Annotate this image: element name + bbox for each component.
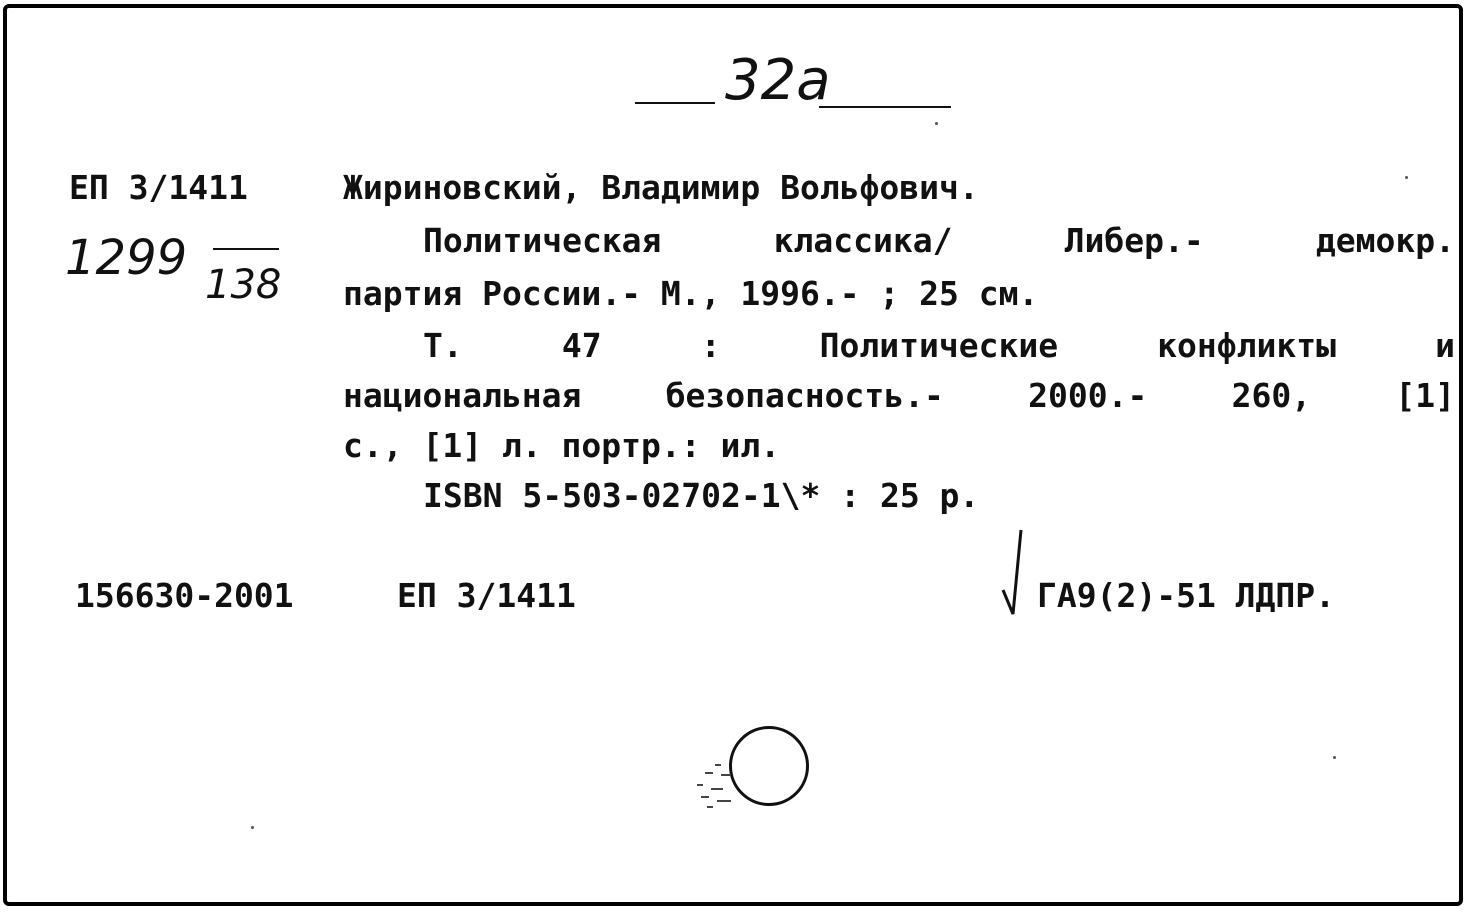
- volume-word: Т.: [423, 326, 463, 365]
- volume-word: и: [1435, 326, 1455, 365]
- top-rule-right: [819, 106, 951, 108]
- handwritten-top-number: 32a: [725, 48, 831, 113]
- shelf-mark: ЕП 3/1411: [69, 168, 248, 207]
- volume-word: конфликты: [1157, 326, 1336, 365]
- speck: [935, 122, 938, 125]
- title-line-1: [423, 221, 1455, 260]
- handwritten-inventory-left: 1299: [65, 230, 188, 286]
- isbn-line: ISBN 5-503-02702-1\* : 25 р.: [423, 476, 980, 515]
- check-mark-icon: [1001, 526, 1035, 622]
- volume-word: :: [700, 326, 721, 365]
- hole-scuff-marks: [691, 760, 751, 816]
- volume-word: Политические: [819, 326, 1059, 365]
- record-number: 156630-2001: [75, 576, 294, 615]
- classification: ГА9(2)-51 ЛДПР.: [1037, 576, 1336, 615]
- title-line-2: партия России.- М., 1996.- ; 25 см.: [343, 274, 1039, 313]
- volume-line-2: [343, 376, 1455, 415]
- speck: [1333, 756, 1336, 759]
- speck: [251, 826, 254, 829]
- title-word: Либер.-: [1064, 221, 1204, 260]
- author-heading: Жириновский, Владимир Вольфович.: [343, 168, 979, 207]
- speck: [1405, 176, 1408, 179]
- volume-word: 2000.-: [1028, 376, 1148, 415]
- handwritten-inventory-right: 138: [205, 262, 282, 308]
- volume-word: 47: [561, 326, 602, 365]
- shelf-mark-bottom: ЕП 3/1411: [397, 576, 576, 615]
- volume-line-1: [423, 326, 1455, 365]
- catalog-card: [3, 4, 1463, 906]
- top-rule-left: [635, 102, 715, 104]
- volume-line-3: с., [1] л. портр.: ил.: [343, 426, 781, 465]
- volume-word: национальная: [343, 376, 582, 415]
- title-word: Политическая: [423, 221, 662, 260]
- volume-word: безопасность.-: [665, 376, 944, 415]
- title-word: классика/: [773, 221, 953, 260]
- volume-word: 260,: [1231, 376, 1312, 415]
- title-word: демокр.: [1315, 221, 1455, 260]
- inventory-fraction-bar: [213, 248, 279, 250]
- volume-word: [1]: [1395, 376, 1455, 415]
